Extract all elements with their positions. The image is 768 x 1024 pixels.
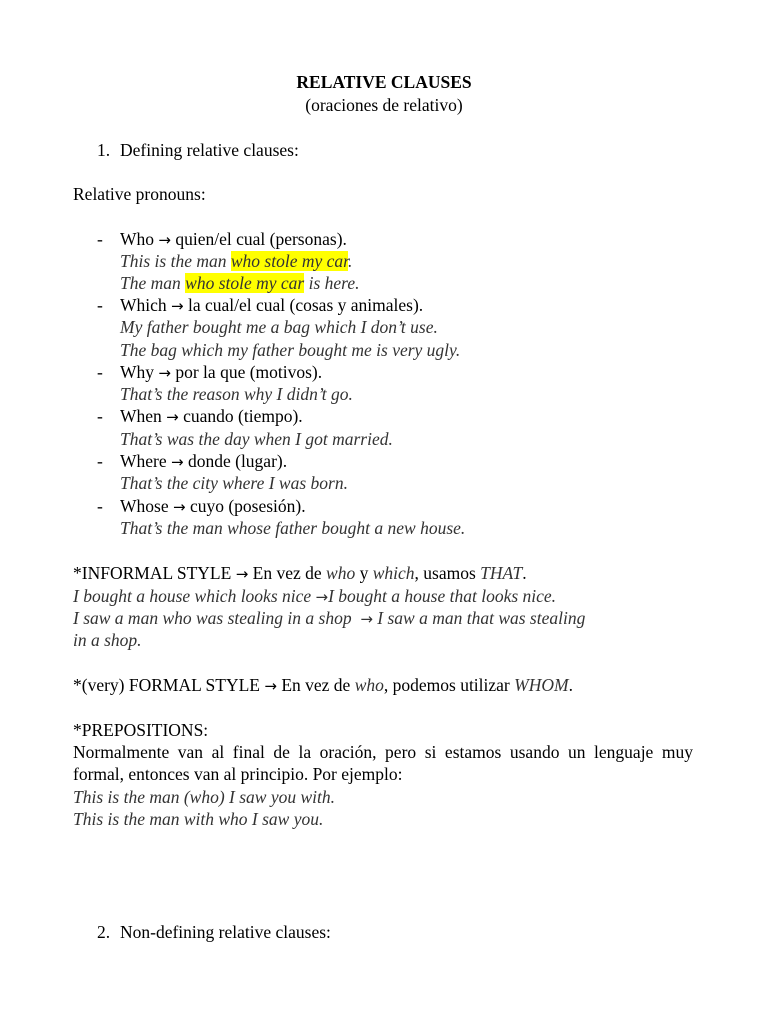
list-bullet: - <box>97 451 103 471</box>
example-sentence: This is the man with who I saw you. <box>73 809 324 829</box>
pronoun: Which <box>120 295 167 315</box>
example-sentence: This is the man who stole my car. <box>120 251 353 271</box>
highlighted-text: who stole my car <box>185 273 305 293</box>
arrow-icon: → <box>171 297 184 315</box>
list-item-who <box>120 228 347 251</box>
list-item-which <box>120 294 423 317</box>
example-sentence: in a shop. <box>73 630 142 650</box>
list-item-why <box>120 361 322 384</box>
list-item-whose <box>120 495 306 518</box>
pronoun: Why <box>120 362 155 382</box>
example-sentence: That’s the city where I was born. <box>120 473 348 493</box>
section-1-heading: Defining relative clauses: <box>120 140 299 160</box>
page-title: RELATIVE CLAUSES <box>296 72 472 92</box>
section-1-number: 1. <box>97 140 111 160</box>
list-bullet: - <box>97 229 103 249</box>
list-bullet: - <box>97 362 103 382</box>
pronoun-meaning: cuyo (posesión). <box>189 496 306 516</box>
list-item-when <box>120 405 303 428</box>
prepositions-paragraph: Normalmente van al final de la oración, pero si estamos usando un lenguaje muy formal, entonces van al principio. Por ejemplo: <box>73 742 693 785</box>
arrow-icon: → <box>360 610 373 628</box>
informal-style-rule: *INFORMAL STYLE → En vez de who y which, usamos THAT. <box>73 563 527 583</box>
arrow-icon: → <box>158 231 171 249</box>
arrow-icon: → <box>172 498 186 516</box>
pronoun-meaning: por la que (motivos). <box>175 362 323 382</box>
arrow-icon: → <box>171 453 184 471</box>
pronoun-meaning: cuando (tiempo). <box>183 406 303 426</box>
prepositions-label: *PREPOSITIONS: <box>73 720 209 740</box>
arrow-icon: → <box>315 588 329 606</box>
section-2-heading: Non-defining relative clauses: <box>120 922 331 942</box>
rule-label: *(very) FORMAL STYLE <box>73 675 260 695</box>
example-sentence: My father bought me a bag which I don’t use. <box>120 317 438 337</box>
example-sentence: The man who stole my car is here. <box>120 273 360 293</box>
example-sentence: That’s the man whose father bought a new house. <box>120 518 466 538</box>
example-sentence: I bought a house which looks nice →I bought a house that looks nice. <box>73 586 557 606</box>
rule-label: *INFORMAL STYLE <box>73 563 232 583</box>
pronoun: Who <box>120 229 155 249</box>
list-bullet: - <box>97 406 103 426</box>
list-bullet: - <box>97 496 103 516</box>
list-bullet: - <box>97 295 103 315</box>
formal-style-rule: *(very) FORMAL STYLE → En vez de who, podemos utilizar WHOM. <box>73 675 573 695</box>
pronoun-meaning: donde (lugar). <box>187 451 288 471</box>
section-2-number: 2. <box>97 922 111 942</box>
arrow-icon: → <box>166 408 179 426</box>
arrow-icon: → <box>264 677 277 695</box>
arrow-icon: → <box>235 565 249 583</box>
pronouns-heading: Relative pronouns: <box>73 184 206 204</box>
example-sentence: The bag which my father bought me is very ugly. <box>120 340 461 360</box>
pronoun-meaning: la cual/el cual (cosas y animales). <box>187 295 424 315</box>
page-subtitle: (oraciones de relativo) <box>305 95 463 115</box>
highlighted-text: who stole my car <box>230 251 349 271</box>
example-sentence: I saw a man who was stealing in a shop → I saw a man that was stealing <box>73 608 586 628</box>
example-sentence: That’s the reason why I didn’t go. <box>120 384 353 404</box>
pronoun: Whose <box>120 496 169 516</box>
arrow-icon: → <box>158 364 171 382</box>
list-item-where <box>120 450 287 473</box>
pronoun-meaning: quien/el cual (personas). <box>175 229 347 249</box>
example-sentence: That’s was the day when I got married. <box>120 429 393 449</box>
example-sentence: This is the man (who) I saw you with. <box>73 787 336 807</box>
pronoun: Where <box>120 451 167 471</box>
pronoun: When <box>120 406 162 426</box>
